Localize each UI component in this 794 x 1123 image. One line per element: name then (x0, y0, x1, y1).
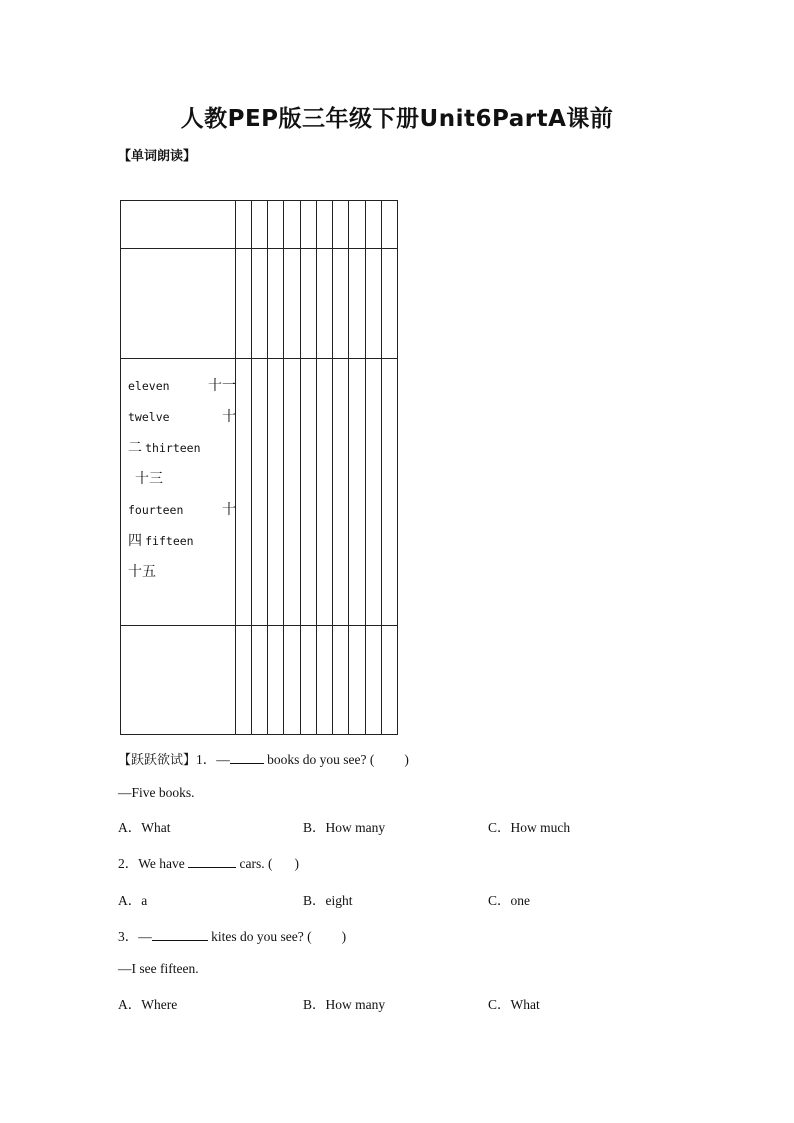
question-text: kites do you see? ( (211, 929, 312, 944)
question-number: 1． (196, 752, 217, 767)
vocab-meaning: 十三 (135, 471, 163, 487)
question-paren-close: ) (341, 929, 347, 944)
vocab-meaning: 十 (222, 409, 236, 425)
vocab-meaning: 十 (222, 502, 236, 518)
question-number: 2． (118, 856, 139, 871)
answer-blank[interactable] (230, 751, 264, 764)
table-column-divider (267, 201, 268, 734)
table-column-divider (283, 201, 284, 734)
q2-option-c[interactable]: C．one (488, 893, 530, 908)
table-column-divider (251, 201, 252, 734)
vocab-meaning: 二 (128, 440, 142, 456)
vocab-meaning: 四 (128, 533, 142, 549)
question-3 (118, 925, 346, 945)
vocab-word: thirteen (145, 441, 201, 455)
table-column-divider (316, 201, 317, 734)
page-title: 人教PEP版三年级下册Unit6PartA课前 (180, 106, 614, 132)
vocab-line (128, 402, 236, 433)
answer-line: —I see fifteen. (118, 961, 199, 976)
vocab-word: eleven (128, 379, 170, 393)
vocabulary-table (120, 200, 398, 735)
question-2 (118, 852, 299, 872)
question-paren-close: ) (294, 856, 299, 871)
q3-option-a[interactable]: A．Where (118, 997, 178, 1012)
exercise-heading: 【跃跃欲试】 (118, 753, 197, 768)
answer-line: —Five books. (118, 785, 195, 800)
question-1 (118, 748, 409, 768)
question-number: 3． (118, 929, 139, 944)
table-row-divider (121, 358, 397, 359)
q1-option-c[interactable]: C．How much (488, 820, 571, 835)
vocab-word: twelve (128, 410, 170, 424)
q2-option-a[interactable]: A．a (118, 893, 148, 908)
question-dash: — (138, 929, 152, 944)
q2-option-b[interactable]: B．eight (303, 893, 353, 908)
q3-option-b[interactable]: B．How many (303, 997, 386, 1012)
question-paren-close: ) (404, 752, 409, 767)
answer-blank[interactable] (152, 928, 208, 941)
q3-option-c[interactable]: C．What (488, 997, 540, 1012)
table-column-divider (300, 201, 301, 734)
vocab-meaning: 十一 (208, 378, 236, 394)
vocab-line (128, 495, 236, 526)
vocab-line (128, 526, 236, 557)
question-text: books do you see? ( (267, 752, 375, 767)
vocab-line (128, 433, 236, 464)
question-prefix: We have (138, 856, 185, 871)
question-text: cars. ( (239, 856, 273, 871)
table-column-divider (348, 201, 349, 734)
table-column-divider (332, 201, 333, 734)
table-column-divider (381, 201, 382, 734)
vocab-line (128, 371, 236, 402)
q1-option-b[interactable]: B．How many (303, 820, 386, 835)
table-column-divider (365, 201, 366, 734)
vocab-line (128, 557, 236, 588)
q1-option-a[interactable]: A．What (118, 820, 171, 835)
vocab-word: fifteen (145, 534, 194, 548)
vocab-word: fourteen (128, 503, 184, 517)
vocabulary-word-list (128, 371, 236, 588)
question-dash: — (216, 752, 230, 767)
section-heading-word-reading: 【单词朗读】 (118, 149, 197, 164)
vocab-line (128, 464, 236, 495)
table-row-divider (121, 248, 397, 249)
vocab-meaning: 十五 (128, 564, 156, 580)
table-row-divider (121, 625, 397, 626)
answer-blank[interactable] (188, 855, 236, 868)
